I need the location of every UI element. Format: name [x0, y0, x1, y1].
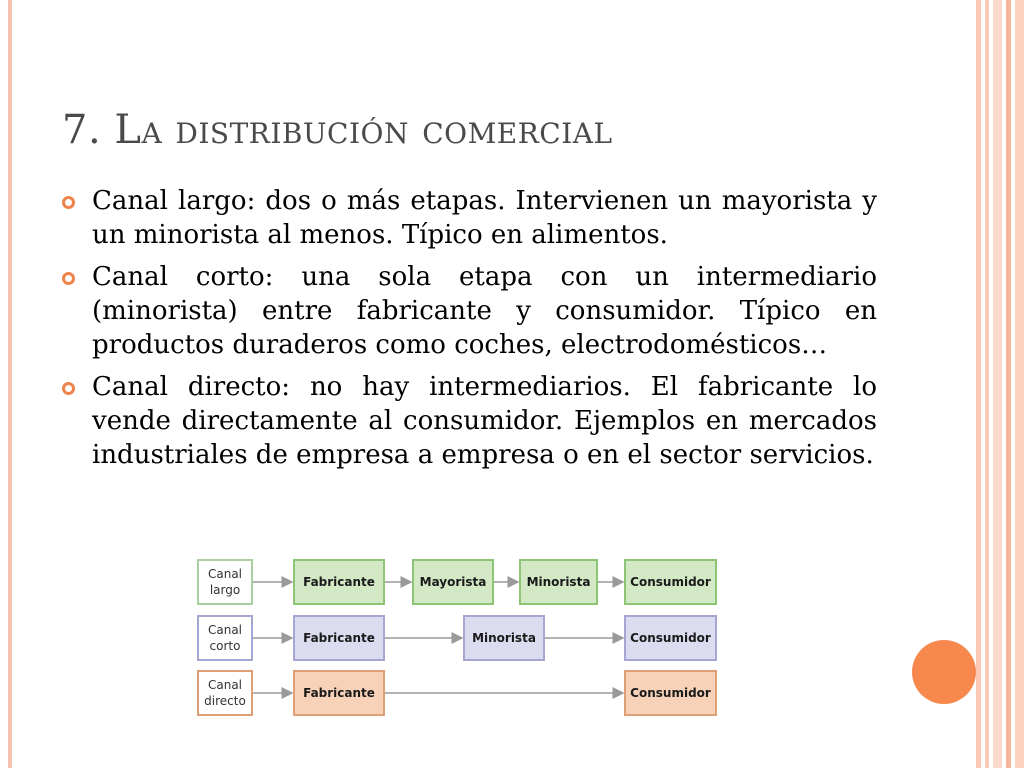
distribution-channel-diagram — [193, 555, 723, 720]
channel-label-directo: Canal directo — [197, 670, 253, 716]
bullet-text: Canal largo: dos o más etapas. Intervienen un mayorista y un minorista al menos. Típico en alimentos. — [92, 186, 877, 250]
channel-label-largo: Canal largo — [197, 559, 253, 605]
node-minorista: Minorista — [463, 615, 545, 661]
node-fabricante: Fabricante — [293, 615, 385, 661]
slide-title: 7. La distribución comercial — [62, 107, 613, 153]
channel-label-corto: Canal corto — [197, 615, 253, 661]
ring-bullet-icon — [62, 382, 75, 395]
node-consumidor: Consumidor — [624, 670, 717, 716]
right-decorative-stripes — [976, 0, 1024, 768]
node-mayorista: Mayorista — [412, 559, 494, 605]
bullet-text: Canal directo: no hay intermediarios. El fabricante lo vende directamente al consumidor. Ejemplos en mercados industriales de empresa a empresa o en el sector servicios. — [92, 372, 877, 470]
bullet-item — [62, 184, 877, 252]
decorative-circle — [912, 640, 976, 704]
node-consumidor: Consumidor — [624, 559, 717, 605]
bullet-item — [62, 260, 877, 362]
left-frame-line — [8, 0, 12, 768]
bullet-list — [62, 184, 877, 480]
node-fabricante: Fabricante — [293, 670, 385, 716]
ring-bullet-icon — [62, 272, 75, 285]
node-consumidor: Consumidor — [624, 615, 717, 661]
bullet-text: Canal corto: una sola etapa con un intermediario (minorista) entre fabricante y consumidor. Típico en productos duraderos como coches, electrodomésticos… — [92, 262, 877, 360]
node-minorista: Minorista — [519, 559, 598, 605]
node-fabricante: Fabricante — [293, 559, 385, 605]
bullet-item — [62, 370, 877, 472]
ring-bullet-icon — [62, 196, 75, 209]
